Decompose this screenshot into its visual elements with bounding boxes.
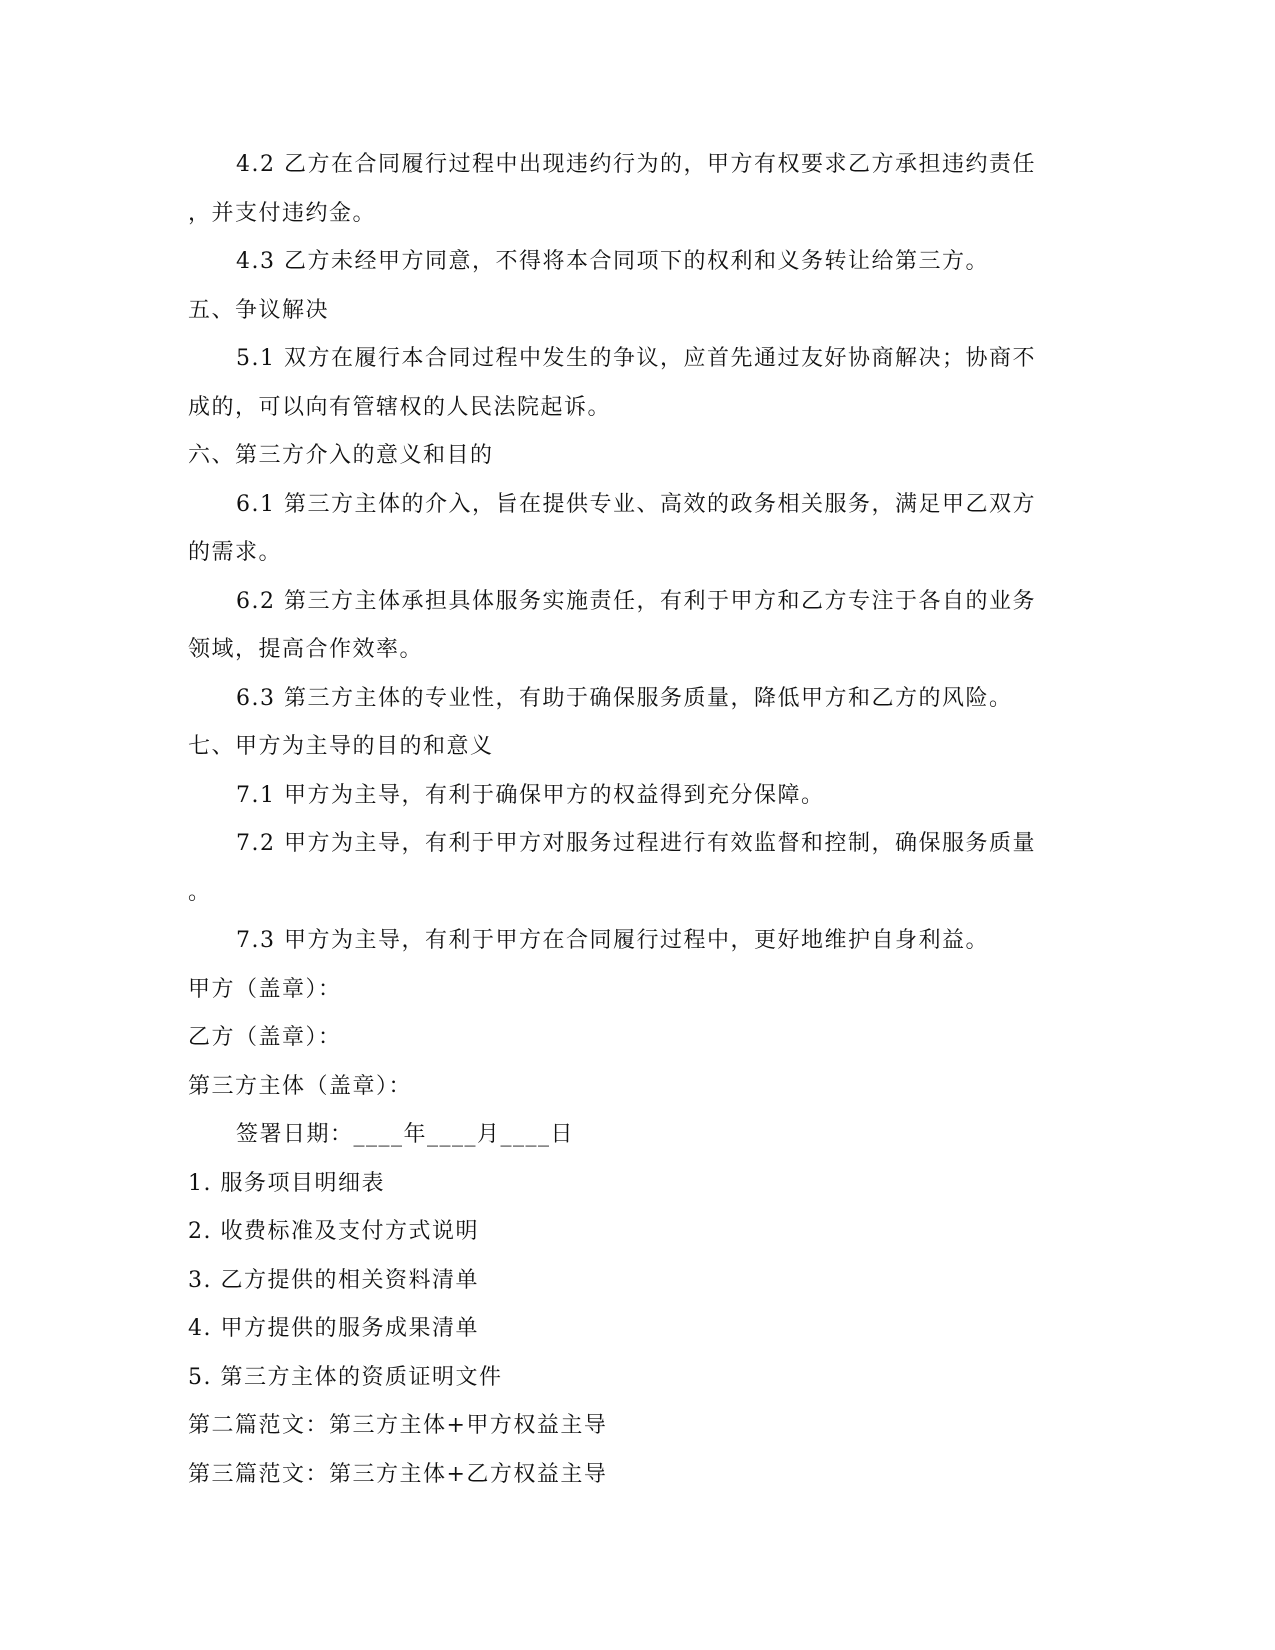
sample-heading-3: 第三篇范文：第三方主体+乙方权益主导: [188, 1461, 608, 1487]
clause-6-1-line-2: 的需求。: [188, 540, 283, 565]
clause-7-1: 7.1 甲方为主导，有利于确保甲方的权益得到充分保障。: [236, 782, 825, 808]
clause-6-3: 6.3 第三方主体的专业性，有助于确保服务质量，降低甲方和乙方的风险。: [236, 685, 1013, 711]
section-heading-7: 七、甲方为主导的目的和意义: [188, 734, 494, 759]
clause-4-2-line-2: ，并支付违约金。: [188, 200, 377, 226]
party-b-seal: 乙方（盖章）：: [188, 1025, 342, 1050]
section-heading-6: 六、第三方介入的意义和目的: [188, 443, 494, 468]
clause-6-2-line-1: 6.2 第三方主体承担具体服务实施责任，有利于甲方和乙方专注于各自的业务: [236, 588, 1036, 614]
clause-5-1-line-1: 5.1 双方在履行本合同过程中发生的争议，应首先通过友好协商解决；协商不: [236, 346, 1036, 371]
attachment-item-1: 1. 服务项目明细表: [188, 1170, 385, 1196]
clause-4-2-line-1: 4.2 乙方在合同履行过程中出现违约行为的，甲方有权要求乙方承担违约责任: [236, 152, 1036, 177]
sample-heading-2: 第二篇范文：第三方主体+甲方权益主导: [188, 1413, 608, 1438]
attachment-item-2: 2. 收费标准及支付方式说明: [188, 1219, 479, 1244]
clause-6-2-line-2: 领域，提高合作效率。: [188, 637, 424, 662]
section-heading-5: 五、争议解决: [188, 297, 330, 323]
attachment-item-4: 4. 甲方提供的服务成果清单: [188, 1316, 479, 1341]
attachment-item-3: 3. 乙方提供的相关资料清单: [188, 1267, 479, 1293]
document-body: [188, 141, 1088, 1499]
third-party-seal: 第三方主体（盖章）：: [188, 1073, 413, 1099]
clause-5-1-line-2: 成的，可以向有管辖权的人民法院起诉。: [188, 394, 612, 420]
attachment-item-5: 5. 第三方主体的资质证明文件: [188, 1364, 503, 1390]
clause-7-2-line-2: 。: [188, 879, 212, 905]
party-a-seal: 甲方（盖章）：: [188, 976, 342, 1002]
clause-4-3: 4.3 乙方未经甲方同意，不得将本合同项下的权利和义务转让给第三方。: [236, 249, 989, 274]
clause-7-2-line-1: 7.2 甲方为主导，有利于甲方对服务过程进行有效监督和控制，确保服务质量: [236, 831, 1036, 856]
clause-7-3: 7.3 甲方为主导，有利于甲方在合同履行过程中，更好地维护自身利益。: [236, 928, 989, 953]
signing-date: 签署日期：____年____月____日: [236, 1122, 575, 1147]
clause-6-1-line-1: 6.1 第三方主体的介入，旨在提供专业、高效的政务相关服务，满足甲乙双方: [236, 491, 1036, 517]
